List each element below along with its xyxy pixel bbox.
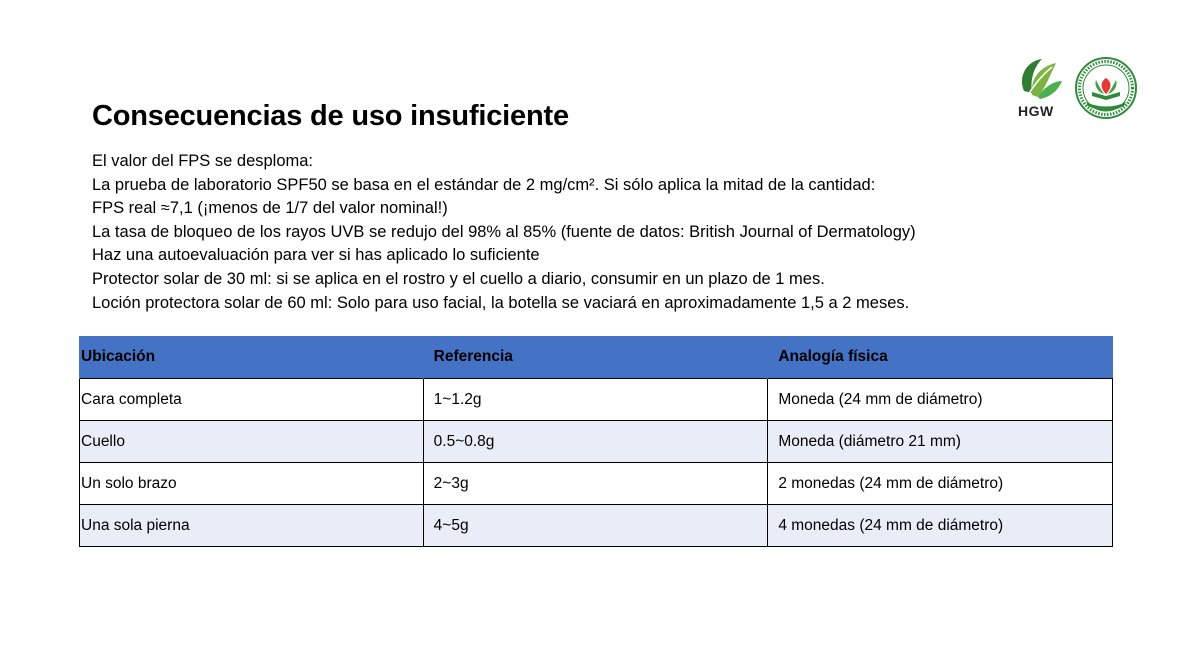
- hgw-logo: [1016, 55, 1064, 121]
- column-header-analogy: Analogía física: [768, 336, 1113, 379]
- table-cell: 4~5g: [423, 505, 768, 547]
- seal-logo-icon: [1070, 56, 1142, 120]
- table-cell: 2~3g: [423, 463, 768, 505]
- table-cell: Cara completa: [80, 379, 424, 421]
- column-header-location: Ubicación: [80, 336, 424, 379]
- table-cell: Cuello: [80, 421, 424, 463]
- table-header-row: [80, 336, 1113, 379]
- table-cell: 4 monedas (24 mm de diámetro): [768, 505, 1113, 547]
- table-cell: Una sola pierna: [80, 505, 424, 547]
- paragraph: La tasa de bloqueo de los rayos UVB se redujo del 98% al 85% (fuente de datos: British Journal of Dermatology): [92, 222, 916, 241]
- paragraph: Haz una autoevaluación para ver si has aplicado lo suficiente: [92, 246, 540, 265]
- brand-text: HGW: [1018, 103, 1054, 119]
- paragraph: FPS real ≈7,1 (¡menos de 1/7 del valor nominal!): [92, 199, 448, 218]
- paragraph: Loción protectora solar de 60 ml: Solo para uso facial, la botella se vaciará en aproximadamente 1,5 a 2 meses.: [92, 293, 910, 312]
- table-row: [80, 421, 1113, 463]
- logo-area: [1016, 55, 1146, 125]
- leaf-logo-icon: [1016, 55, 1064, 101]
- table-cell: 1~1.2g: [423, 379, 768, 421]
- table-row: [80, 379, 1113, 421]
- dosage-table: [79, 336, 1113, 547]
- table-cell: 0.5~0.8g: [423, 421, 768, 463]
- slide-title: Consecuencias de uso insuficiente: [92, 100, 569, 132]
- paragraph: Protector solar de 30 ml: si se aplica en el rostro y el cuello a diario, consumir en un plazo de 1 mes.: [92, 269, 825, 288]
- table-cell: Un solo brazo: [80, 463, 424, 505]
- paragraph: El valor del FPS se desploma:: [92, 152, 314, 170]
- table-row: [80, 463, 1113, 505]
- column-header-reference: Referencia: [423, 336, 768, 379]
- table-row: [80, 505, 1113, 547]
- table-cell: Moneda (24 mm de diámetro): [768, 379, 1113, 421]
- paragraph: La prueba de laboratorio SPF50 se basa en el estándar de 2 mg/cm². Si sólo aplica la mitad de la cantidad:: [92, 175, 876, 194]
- table-cell: 2 monedas (24 mm de diámetro): [768, 463, 1113, 505]
- slide-body: [92, 150, 916, 315]
- table-cell: Moneda (diámetro 21 mm): [768, 421, 1113, 463]
